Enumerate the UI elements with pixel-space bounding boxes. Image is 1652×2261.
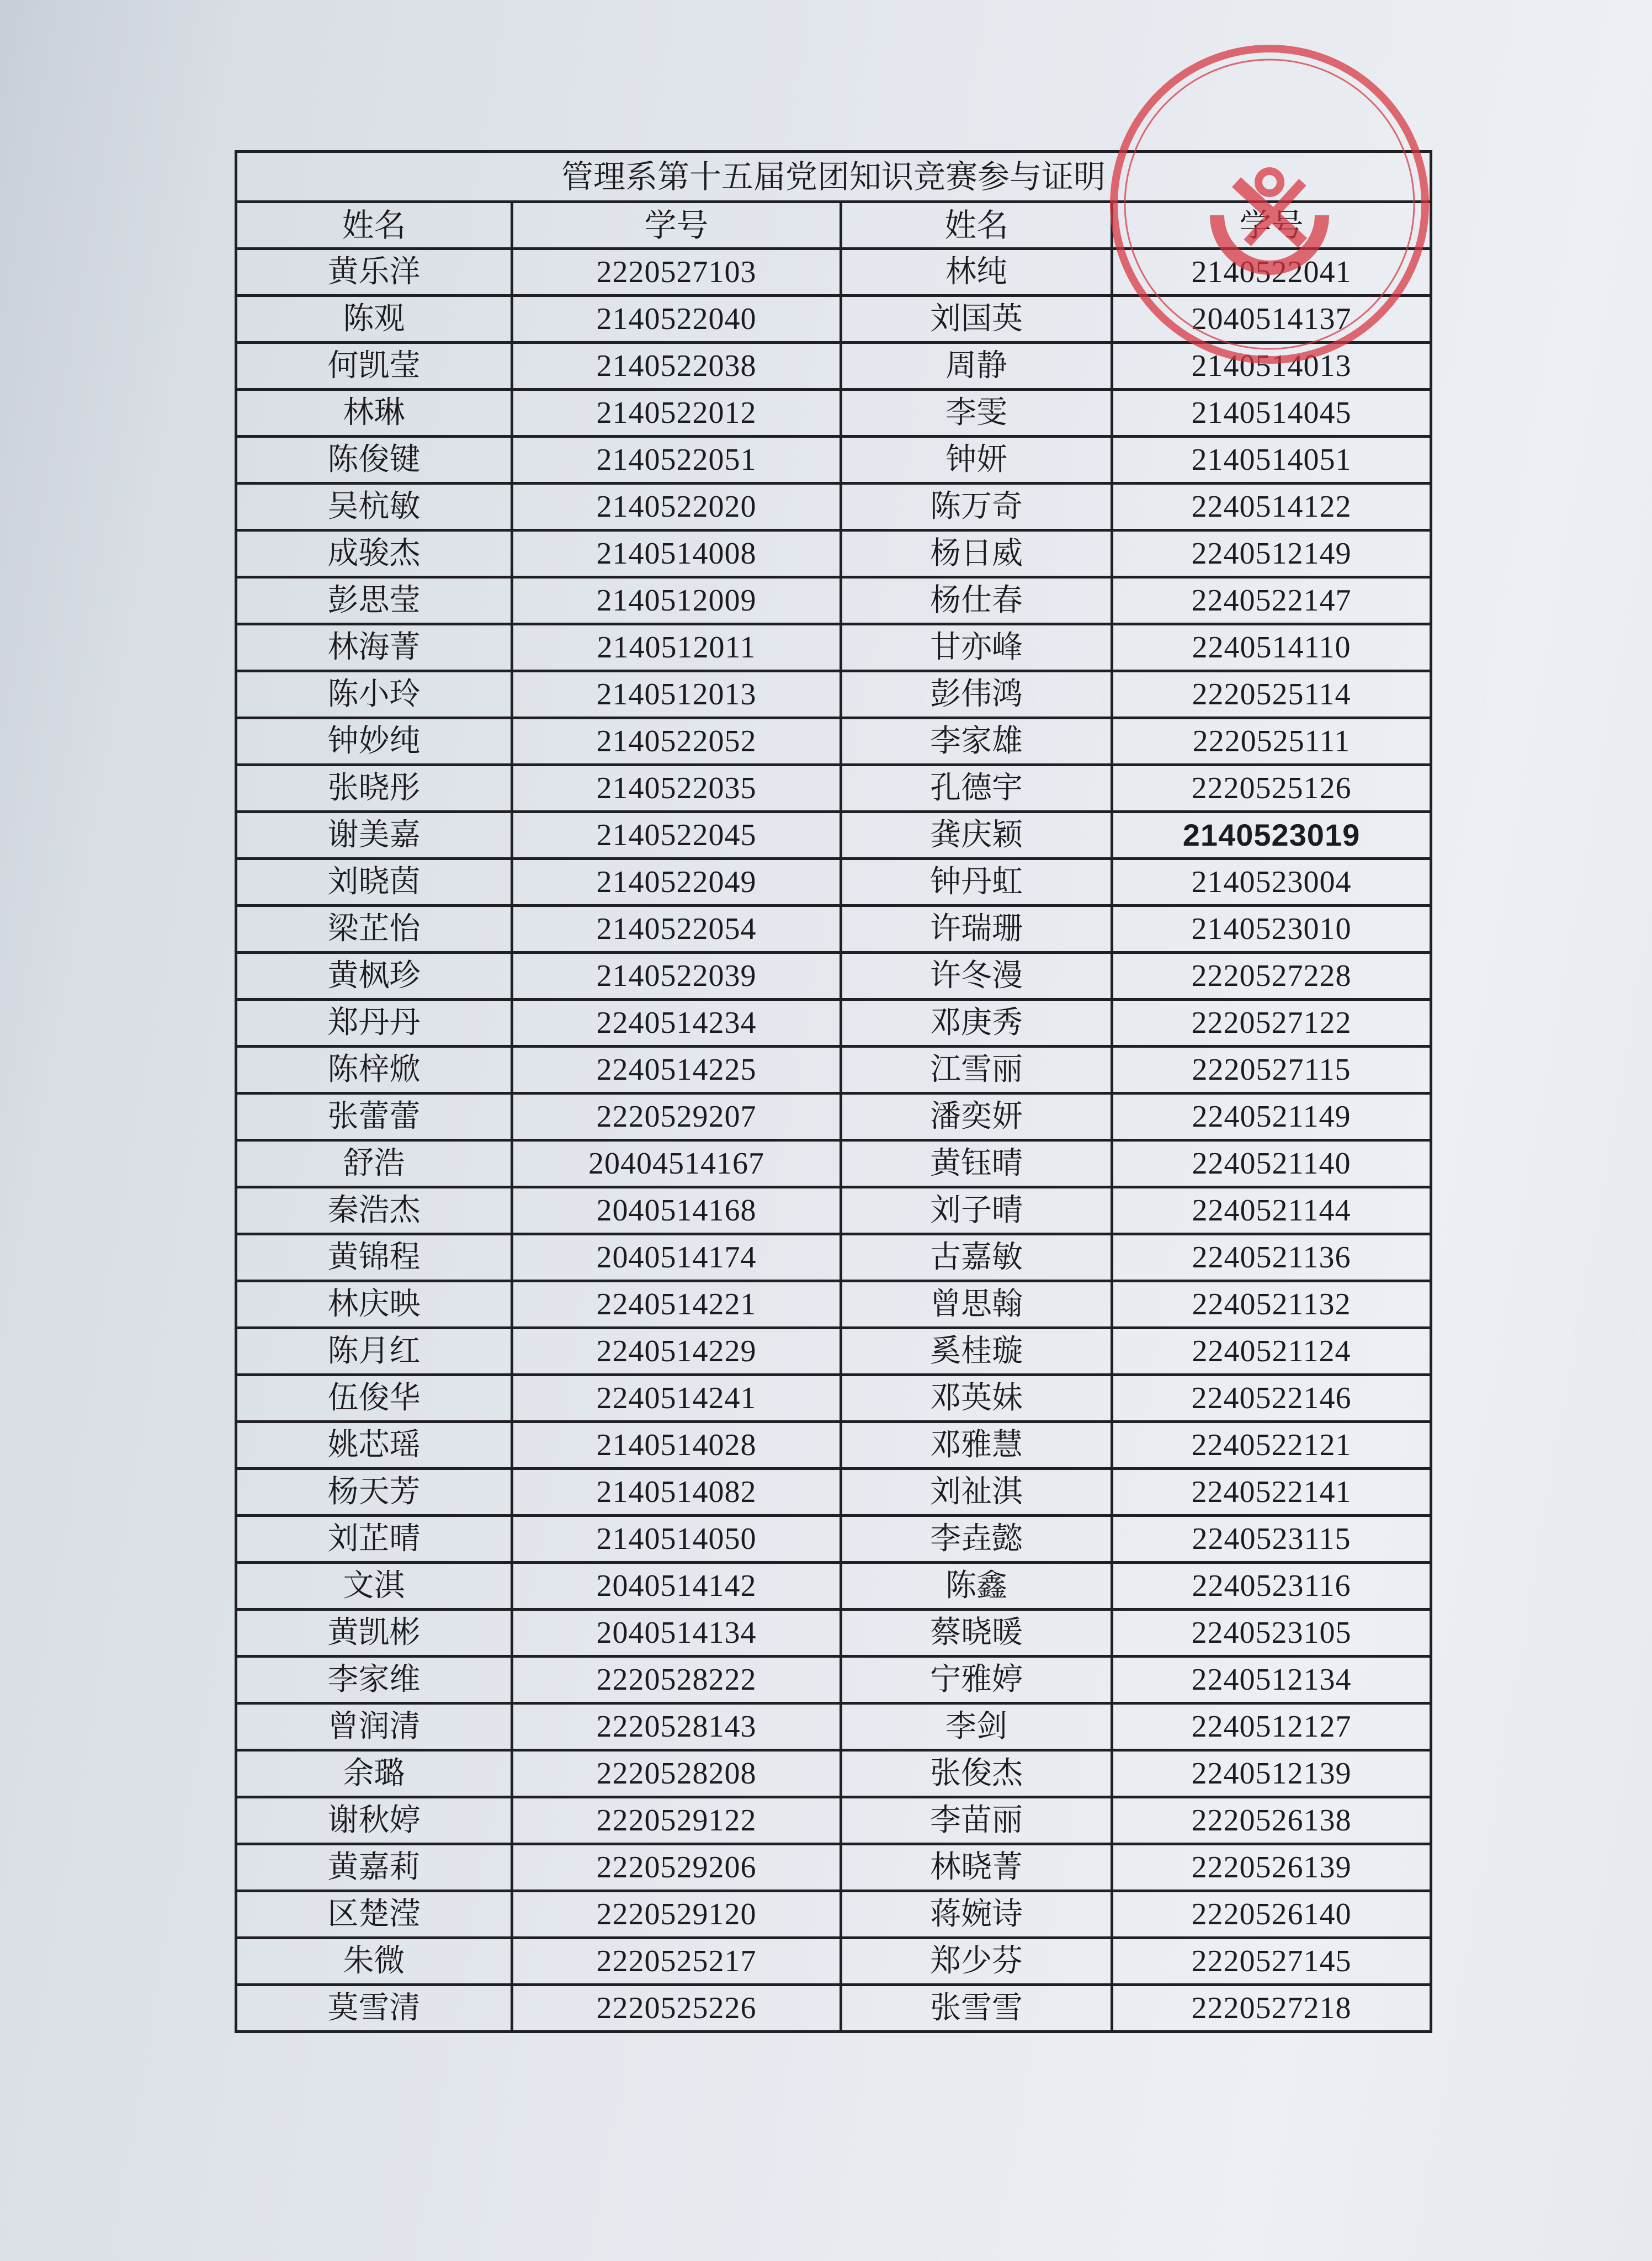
student-id-right: 2140523019	[1112, 812, 1431, 859]
student-id-left: 2240514221	[512, 1281, 841, 1328]
student-id-left: 2220529206	[512, 1844, 841, 1891]
student-id-left: 2140522054	[512, 906, 841, 953]
student-name-right: 宁雅婷	[841, 1657, 1112, 1703]
student-id-right: 2220527228	[1112, 953, 1431, 1000]
student-id-right: 2220526139	[1112, 1844, 1431, 1891]
student-name-left: 谢秋婷	[236, 1797, 512, 1844]
student-name-left: 林庆映	[236, 1281, 512, 1328]
student-id-right: 2240521136	[1112, 1234, 1431, 1281]
student-id-left: 2220529122	[512, 1797, 841, 1844]
student-name-right: 钟妍	[841, 437, 1112, 484]
student-name-left: 黄凯彬	[236, 1610, 512, 1657]
student-name-left: 郑丹丹	[236, 1000, 512, 1047]
table-row	[236, 1657, 1431, 1703]
student-name-right: 李垚懿	[841, 1516, 1112, 1563]
table-row	[236, 1140, 1431, 1187]
table-row	[236, 1328, 1431, 1375]
student-id-right: 2140514051	[1112, 437, 1431, 484]
table-row	[236, 343, 1431, 390]
student-id-right: 2140523004	[1112, 859, 1431, 906]
table-row	[236, 296, 1431, 343]
student-name-left: 刘晓茵	[236, 859, 512, 906]
student-id-left: 2140514008	[512, 530, 841, 577]
table-row	[236, 484, 1431, 530]
student-name-right: 奚桂璇	[841, 1328, 1112, 1375]
student-name-left: 彭思莹	[236, 577, 512, 624]
student-name-left: 姚芯瑶	[236, 1422, 512, 1469]
student-name-right: 陈鑫	[841, 1563, 1112, 1610]
table-row	[236, 1187, 1431, 1234]
table-row	[236, 1516, 1431, 1563]
student-name-left: 谢美嘉	[236, 812, 512, 859]
student-id-right: 2240512149	[1112, 530, 1431, 577]
student-name-left: 黄乐洋	[236, 249, 512, 296]
table-row	[236, 390, 1431, 437]
student-id-right: 2240521140	[1112, 1140, 1431, 1187]
table-row	[236, 437, 1431, 484]
student-name-left: 陈小玲	[236, 671, 512, 718]
table-header-row	[236, 202, 1431, 249]
student-name-right: 蒋婉诗	[841, 1891, 1112, 1938]
student-id-right: 2240514110	[1112, 624, 1431, 671]
student-id-left: 2220528143	[512, 1703, 841, 1750]
student-name-left: 黄嘉莉	[236, 1844, 512, 1891]
student-name-left: 曾润清	[236, 1703, 512, 1750]
table-row	[236, 671, 1431, 718]
student-id-left: 2140522038	[512, 343, 841, 390]
student-id-left: 2140522039	[512, 953, 841, 1000]
student-id-right: 2240523116	[1112, 1563, 1431, 1610]
student-name-right: 刘子晴	[841, 1187, 1112, 1234]
student-id-left: 2240514229	[512, 1328, 841, 1375]
table-row	[236, 1563, 1431, 1610]
student-id-right: 2220526140	[1112, 1891, 1431, 1938]
student-name-right: 甘亦峰	[841, 624, 1112, 671]
table-row	[236, 953, 1431, 1000]
student-id-left: 2040514134	[512, 1610, 841, 1657]
student-name-left: 朱微	[236, 1938, 512, 1985]
student-id-left: 2220527103	[512, 249, 841, 296]
student-id-right: 2240523115	[1112, 1516, 1431, 1563]
table-row	[236, 624, 1431, 671]
student-name-left: 莫雪清	[236, 1985, 512, 2032]
student-id-left: 2220525217	[512, 1938, 841, 1985]
table-title: 管理系第十五届党团知识竞赛参与证明	[236, 152, 1431, 202]
student-name-right: 孔德宇	[841, 765, 1112, 812]
table-row	[236, 1422, 1431, 1469]
student-name-left: 黄锦程	[236, 1234, 512, 1281]
student-name-left: 何凯莹	[236, 343, 512, 390]
table-row	[236, 1000, 1431, 1047]
table-row	[236, 906, 1431, 953]
table-row	[236, 1891, 1431, 1938]
student-name-right: 钟丹虹	[841, 859, 1112, 906]
table-row	[236, 1844, 1431, 1891]
table-row	[236, 1610, 1431, 1657]
student-name-right: 周静	[841, 343, 1112, 390]
student-name-left: 伍俊华	[236, 1375, 512, 1422]
student-id-left: 2140522012	[512, 390, 841, 437]
student-id-left: 2220525226	[512, 1985, 841, 2032]
student-name-left: 吴杭敏	[236, 484, 512, 530]
table-row	[236, 1469, 1431, 1516]
student-id-left: 2140514028	[512, 1422, 841, 1469]
student-id-left: 2140522040	[512, 296, 841, 343]
table-row	[236, 249, 1431, 296]
student-name-right: 李家雄	[841, 718, 1112, 765]
student-name-right: 古嘉敏	[841, 1234, 1112, 1281]
student-id-right: 2240512134	[1112, 1657, 1431, 1703]
student-name-left: 区楚滢	[236, 1891, 512, 1938]
table-row	[236, 1938, 1431, 1985]
student-name-right: 龚庆颖	[841, 812, 1112, 859]
student-name-left: 陈观	[236, 296, 512, 343]
student-name-right: 杨仕春	[841, 577, 1112, 624]
student-id-right: 2220526138	[1112, 1797, 1431, 1844]
student-name-right: 江雪丽	[841, 1047, 1112, 1094]
student-name-left: 李家维	[236, 1657, 512, 1703]
student-id-right: 2240514122	[1112, 484, 1431, 530]
student-id-right: 2140514013	[1112, 343, 1431, 390]
table-row	[236, 577, 1431, 624]
student-id-left: 2220528222	[512, 1657, 841, 1703]
student-id-right: 2240521144	[1112, 1187, 1431, 1234]
student-id-left: 2240514234	[512, 1000, 841, 1047]
table-row	[236, 1047, 1431, 1094]
student-id-left: 2140522020	[512, 484, 841, 530]
student-id-right: 2220525114	[1112, 671, 1431, 718]
student-id-right: 2220527122	[1112, 1000, 1431, 1047]
student-id-left: 2140522052	[512, 718, 841, 765]
student-id-right: 2240512127	[1112, 1703, 1431, 1750]
student-name-left: 林琳	[236, 390, 512, 437]
student-id-left: 2140512011	[512, 624, 841, 671]
student-id-right: 2240522147	[1112, 577, 1431, 624]
student-id-right: 2240521132	[1112, 1281, 1431, 1328]
student-name-right: 黄钰晴	[841, 1140, 1112, 1187]
table-row	[236, 1281, 1431, 1328]
student-name-right: 林纯	[841, 249, 1112, 296]
student-id-left: 2140522035	[512, 765, 841, 812]
student-name-left: 张蕾蕾	[236, 1094, 512, 1140]
student-id-left: 2140522049	[512, 859, 841, 906]
student-id-left: 2140514082	[512, 1469, 841, 1516]
student-name-right: 刘国英	[841, 296, 1112, 343]
student-id-right: 2240522146	[1112, 1375, 1431, 1422]
header-id-right: 学号	[1112, 202, 1431, 249]
student-id-right: 2140523010	[1112, 906, 1431, 953]
student-name-right: 邓雅慧	[841, 1422, 1112, 1469]
student-name-left: 陈俊键	[236, 437, 512, 484]
student-name-left: 成骏杰	[236, 530, 512, 577]
student-id-left: 2040514174	[512, 1234, 841, 1281]
table-title-row	[236, 152, 1431, 202]
student-id-right: 2240523105	[1112, 1610, 1431, 1657]
student-name-left: 杨天芳	[236, 1469, 512, 1516]
student-id-left: 2140514050	[512, 1516, 841, 1563]
student-name-left: 梁芷怡	[236, 906, 512, 953]
student-name-right: 潘奕妍	[841, 1094, 1112, 1140]
student-name-left: 陈月红	[236, 1328, 512, 1375]
student-id-right: 2240522141	[1112, 1469, 1431, 1516]
student-name-right: 许冬漫	[841, 953, 1112, 1000]
student-id-left: 2220529120	[512, 1891, 841, 1938]
student-name-right: 邓英妹	[841, 1375, 1112, 1422]
student-id-left: 2220529207	[512, 1094, 841, 1140]
student-id-right: 2140522041	[1112, 249, 1431, 296]
header-name-right: 姓名	[841, 202, 1112, 249]
header-id-left: 学号	[512, 202, 841, 249]
student-id-right: 2240522121	[1112, 1422, 1431, 1469]
student-name-left: 秦浩杰	[236, 1187, 512, 1234]
student-name-left: 张晓彤	[236, 765, 512, 812]
student-id-left: 2240514241	[512, 1375, 841, 1422]
student-name-right: 蔡晓暖	[841, 1610, 1112, 1657]
table-row	[236, 1750, 1431, 1797]
table-row	[236, 1797, 1431, 1844]
student-name-right: 邓庚秀	[841, 1000, 1112, 1047]
header-name-left: 姓名	[236, 202, 512, 249]
student-id-right: 2220527218	[1112, 1985, 1431, 2032]
student-name-left: 钟妙纯	[236, 718, 512, 765]
student-name-right: 张雪雪	[841, 1985, 1112, 2032]
table-row	[236, 530, 1431, 577]
student-name-right: 郑少芬	[841, 1938, 1112, 1985]
student-name-left: 余璐	[236, 1750, 512, 1797]
table-row	[236, 1985, 1431, 2032]
student-id-left: 20404514167	[512, 1140, 841, 1187]
student-id-right: 2220527115	[1112, 1047, 1431, 1094]
student-id-right: 2140514045	[1112, 390, 1431, 437]
student-name-left: 陈梓焮	[236, 1047, 512, 1094]
student-name-left: 刘芷晴	[236, 1516, 512, 1563]
student-id-left: 2040514168	[512, 1187, 841, 1234]
table-row	[236, 1234, 1431, 1281]
student-name-right: 刘祉淇	[841, 1469, 1112, 1516]
student-name-left: 文淇	[236, 1563, 512, 1610]
student-name-right: 许瑞珊	[841, 906, 1112, 953]
table-row	[236, 859, 1431, 906]
student-name-right: 李苗丽	[841, 1797, 1112, 1844]
student-id-right: 2220527145	[1112, 1938, 1431, 1985]
table-row	[236, 718, 1431, 765]
student-id-left: 2140512009	[512, 577, 841, 624]
student-id-left: 2240514225	[512, 1047, 841, 1094]
participant-table	[235, 150, 1432, 2033]
student-id-right: 2240521149	[1112, 1094, 1431, 1140]
student-name-right: 陈万奇	[841, 484, 1112, 530]
student-id-right: 2240521124	[1112, 1328, 1431, 1375]
student-name-left: 林海菁	[236, 624, 512, 671]
student-name-right: 张俊杰	[841, 1750, 1112, 1797]
student-name-right: 曾思翰	[841, 1281, 1112, 1328]
student-id-right: 2220525126	[1112, 765, 1431, 812]
student-name-left: 黄枫珍	[236, 953, 512, 1000]
student-id-left: 2140522051	[512, 437, 841, 484]
student-id-left: 2220528208	[512, 1750, 841, 1797]
table-row	[236, 1094, 1431, 1140]
student-name-left: 舒浩	[236, 1140, 512, 1187]
student-name-right: 李雯	[841, 390, 1112, 437]
student-id-left: 2140522045	[512, 812, 841, 859]
student-name-right: 杨日威	[841, 530, 1112, 577]
table-row	[236, 812, 1431, 859]
table-row	[236, 1375, 1431, 1422]
student-name-right: 彭伟鸿	[841, 671, 1112, 718]
student-id-left: 2140512013	[512, 671, 841, 718]
table-row	[236, 765, 1431, 812]
student-name-right: 林晓菁	[841, 1844, 1112, 1891]
student-id-left: 2040514142	[512, 1563, 841, 1610]
student-name-right: 李剑	[841, 1703, 1112, 1750]
student-id-right: 2040514137	[1112, 296, 1431, 343]
table-row	[236, 1703, 1431, 1750]
student-id-right: 2240512139	[1112, 1750, 1431, 1797]
student-id-right: 2220525111	[1112, 718, 1431, 765]
